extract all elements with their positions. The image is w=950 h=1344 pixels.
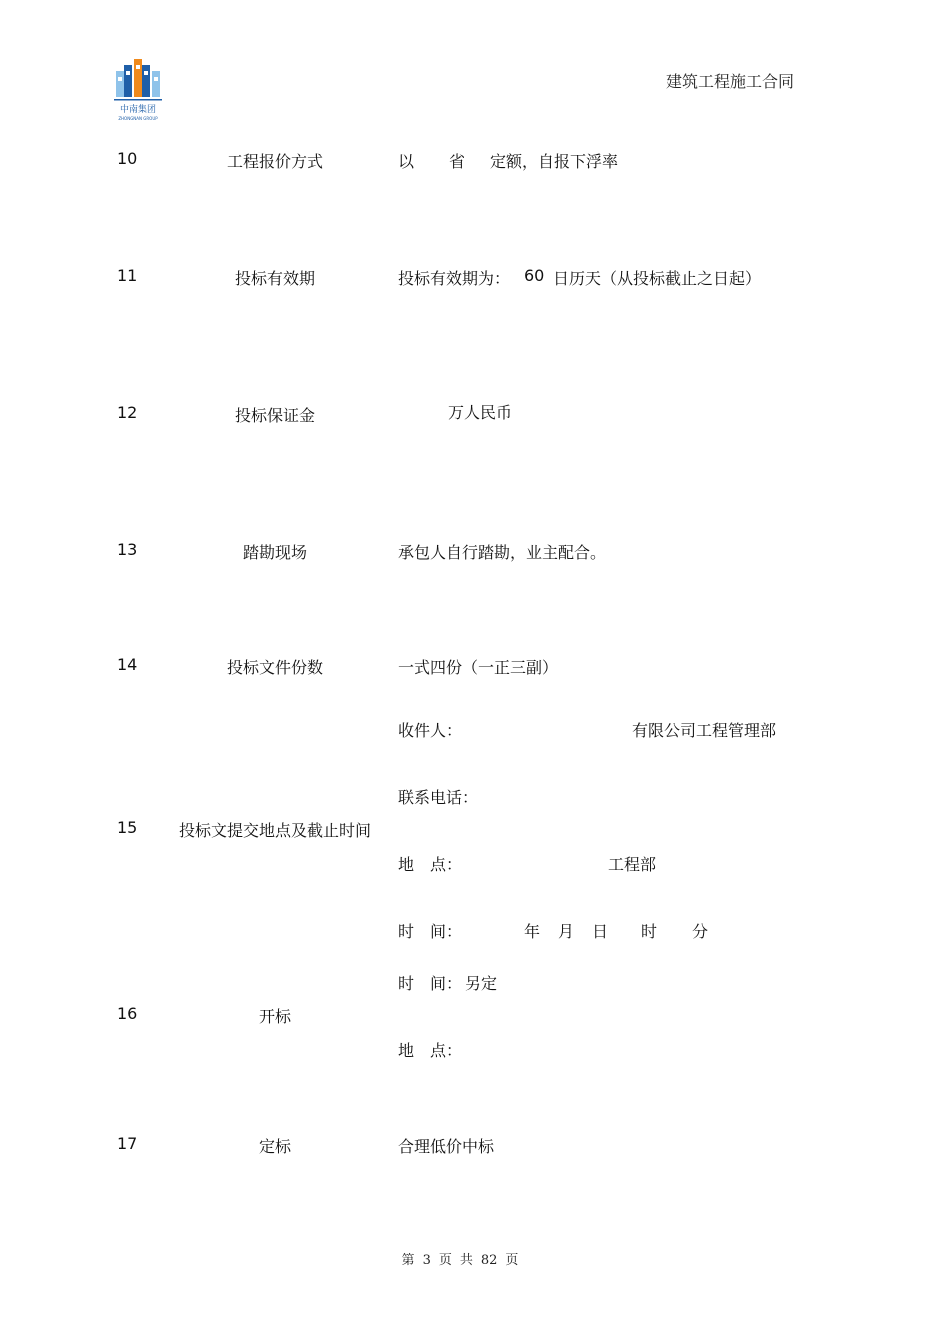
row-item: 开标 (258, 1007, 291, 1026)
time-day: 日 (592, 922, 609, 941)
row-value-part: 定额，自报下浮率 (490, 152, 619, 171)
row-item: 投标文件份数 (226, 658, 323, 677)
row-value: 承包人自行踏勘，业主配合。 (398, 543, 607, 562)
page-footer (0, 1249, 920, 1268)
footer-page-unit: 页 (438, 1253, 452, 1268)
row-value-part: 省 (449, 152, 466, 171)
company-logo (112, 57, 164, 123)
row-value: 万人民币 (448, 403, 513, 422)
recipient-value: 有限公司工程管理部 (632, 721, 777, 740)
validity-suffix: 日历天（从投标截止之日起） (553, 269, 762, 288)
row-number: 15 (117, 818, 138, 837)
opening-time-value: 另定 (465, 974, 498, 993)
time-minute: 分 (692, 922, 709, 941)
opening-place-label: 地 点： (398, 1041, 463, 1060)
phone-label: 联系电话： (398, 788, 479, 807)
time-hour: 时 (641, 922, 658, 941)
svg-text:中南集团: 中南集团 (119, 105, 157, 115)
time-month: 月 (558, 922, 575, 941)
validity-days: 60 (524, 266, 545, 285)
row-item: 工程报价方式 (226, 152, 323, 171)
row-value-part: 以 (398, 152, 415, 171)
recipient-label: 收件人： (398, 721, 463, 740)
row-value: 一式四份（一正三副） (398, 658, 559, 677)
row-number: 11 (117, 266, 138, 285)
row-number: 14 (117, 655, 138, 674)
place-value: 工程部 (608, 855, 657, 874)
row-number: 10 (117, 149, 138, 168)
footer-total-pages: 82 (480, 1253, 498, 1268)
row-value: 合理低价中标 (398, 1137, 495, 1156)
row-number: 16 (117, 1004, 138, 1023)
footer-page-number: 3 (422, 1253, 431, 1268)
validity-label: 投标有效期为： (398, 269, 511, 288)
footer-prefix: 第 (401, 1253, 415, 1268)
opening-time-label: 时 间： (398, 974, 463, 993)
row-number: 13 (117, 540, 138, 559)
place-label: 地 点： (398, 855, 463, 874)
row-item: 定标 (258, 1137, 291, 1156)
time-year: 年 (524, 922, 541, 941)
time-label: 时 间： (398, 922, 463, 941)
row-number: 17 (117, 1134, 138, 1153)
svg-text:ZHONGNAN GROUP: ZHONGNAN GROUP (118, 116, 158, 121)
footer-of: 共 (459, 1253, 473, 1268)
row-item: 投标保证金 (234, 406, 315, 425)
footer-total-unit: 页 (505, 1253, 519, 1268)
row-number: 12 (117, 403, 138, 422)
row-item: 投标有效期 (234, 269, 315, 288)
header-title: 建筑工程施工合同 (665, 72, 794, 91)
row-item: 投标文提交地点及截止时间 (178, 821, 371, 840)
row-item: 踏勘现场 (242, 543, 307, 562)
